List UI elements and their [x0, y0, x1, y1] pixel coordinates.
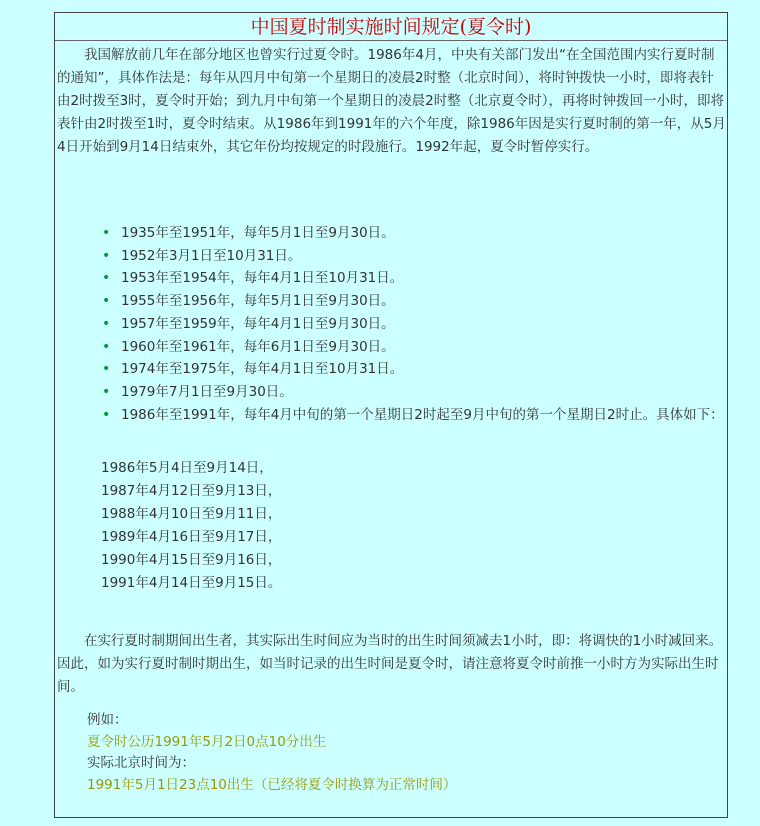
- detail-line: 1986年5月4日至9月14日，: [101, 460, 273, 476]
- example-summer-time: 夏令时公历1991年5月2日0点10分出生: [87, 733, 327, 750]
- list-item: • 1957年至1959年，每年4月1日至9月30日。: [121, 313, 727, 336]
- list-item: • 1952年3月1日至10月31日。: [121, 245, 727, 268]
- dst-detail-list: [101, 457, 281, 595]
- list-item: • 1986年至1991年，每年4月中旬的第一个星期日2时起至9月中旬的第一个星期日2时止。具体如下：: [121, 404, 727, 427]
- detail-line: 1991年4月14日至9月15日。: [101, 575, 282, 591]
- content-panel: [54, 12, 728, 818]
- page-title: 中国夏时制实施时间规定(夏令时): [55, 13, 727, 41]
- list-item: • 1974年至1975年，每年4月1日至10月31日。: [121, 358, 727, 381]
- note-paragraph: 在实行夏时制期间出生者，其实际出生时间应为当时的出生时间须减去1小时，即：将调快的1小时减回来。因此，如为实行夏时制时期出生，如当时记录的出生时间是夏令时，请注意将夏令时前推一小时方为实际出生时间。: [57, 633, 723, 695]
- detail-line: 1990年4月15日至9月16日，: [101, 552, 282, 568]
- list-item: • 1955年至1956年，每年5月1日至9月30日。: [121, 290, 727, 313]
- detail-line: 1989年4月16日至9月17日，: [101, 529, 282, 545]
- list-item: • 1960年至1961年，每年6月1日至9月30日。: [121, 336, 727, 359]
- example-block: [87, 710, 456, 796]
- list-item: • 1979年7月1日至9月30日。: [121, 381, 727, 404]
- example-actual-time: 1991年5月1日23点10出生（已经将夏令时换算为正常时间）: [87, 776, 457, 793]
- example-label: 例如：: [87, 712, 128, 728]
- dst-period-list: [55, 222, 727, 426]
- intro-paragraph: 我国解放前几年在部分地区也曾实行过夏令时。1986年4月，中央有关部门发出“在全国范围内实行夏时制的通知”，具体作法是：每年从四月中旬第一个星期日的凌晨2时整（北京时间），将时钟拨快一小时，即将表针由2时拨至3时，夏令时开始；到九月中旬第一个星期日的凌晨2时整（北京夏令时），再将时钟拨回一小时，即将表针由2时拨至1时，夏令时结束。从1986年到1991年的六个年度，除1986年因是实行夏时制的第一年，从5月4日开始到9月14日结束外，其它年份均按规定的时段施行。1992年起，夏令时暂停实行。: [57, 47, 726, 155]
- detail-line: 1988年4月10日至9月11日，: [101, 506, 282, 522]
- list-item: • 1935年至1951年，每年5月1日至9月30日。: [121, 222, 727, 245]
- detail-line: 1987年4月12日至9月13日，: [101, 483, 282, 499]
- example-actual-label: 实际北京时间为：: [87, 755, 195, 771]
- list-item: • 1953年至1954年，每年4月1日至10月31日。: [121, 267, 727, 290]
